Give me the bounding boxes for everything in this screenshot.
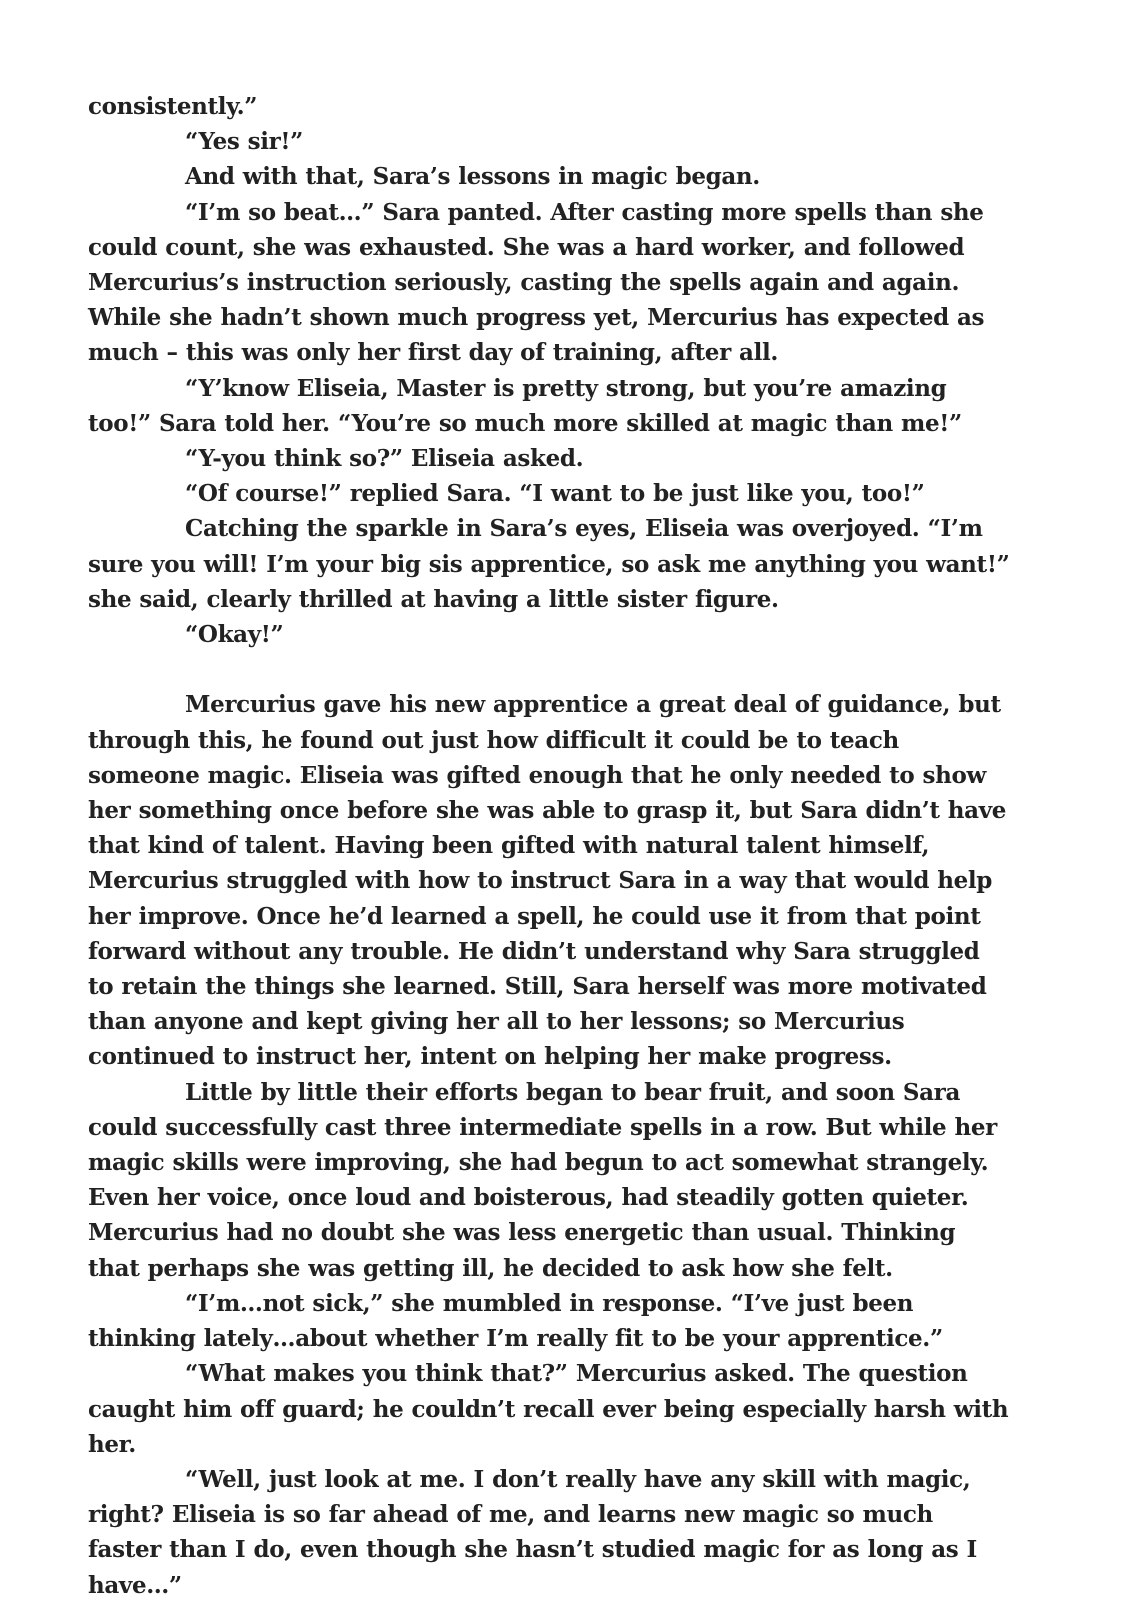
paragraph-13: “What makes you think that?” Mercurius asked. The question caught him off guard; he couldn’t recall ever being especially harsh with her. [88,1360,1009,1458]
paragraph-1: consistently.” [88,93,258,120]
paragraph-7: “Of course!” replied Sara. “I want to be just like you, too!” [185,480,925,508]
paragraph-9: “Okay!” [185,621,284,649]
paragraph-14: “Well, just look at me. I don’t really have any skill with magic, right? Eliseia is so far ahead of me, and learns new magic so much faster than I do, even though she hasn’t studied magic for as long as I have…” [88,1465,977,1599]
paragraph-2: “Yes sir!” [185,128,304,156]
paragraph-3: And with that, Sara’s lessons in magic began. [185,163,760,191]
paragraph-5: “Y’know Eliseia, Master is pretty strong, but you’re amazing too!” Sara told her. “You’re so much more skilled at magic than me!” [88,374,962,437]
paragraph-4: “I’m so beat…” Sara panted. After casting more spells than she could count, she was exhausted. She was a hard worker, and followed Mercurius’s instruction seriously, casting the spells again and again. While she hadn’t shown much progress yet, Mercurius has expected as much – this was only her first day of training, after all. [88,198,985,367]
paragraph-12: “I’m…not sick,” she mumbled in response. “I’ve just been thinking lately…about whether I’m really fit to be your apprentice.” [88,1289,943,1353]
paragraph-6: “Y-you think so?” Eliseia asked. [185,445,584,473]
book-page [88,89,1012,1603]
paragraph-10: Mercurius gave his new apprentice a great deal of guidance, but through this, he found out just how difficult it could be to teach someone magic. Eliseia was gifted enough that he only needed to show her something once before she was able to grasp it, but Sara didn’t have that kind of talent. Having been gifted with natural talent himself, Mercurius struggled with how to instruct Sara in a way that would help her improve. Once he’d learned a spell, he could use it from that point forward without any trouble. He didn’t understand why Sara struggled to retain the things she learned. Still, Sara herself was more motivated than anyone and kept giving her all to her lessons; so Mercurius continued to instruct her, intent on helping her make progress. [88,691,1007,1071]
paragraph-8: Catching the sparkle in Sara’s eyes, Eliseia was overjoyed. “I’m sure you will! I’m your big sis apprentice, so ask me anything you want!” she said, clearly thrilled at having a little sister figure. [88,515,1010,613]
scene-break [88,652,1012,687]
paragraph-11: Little by little their efforts began to bear fruit, and soon Sara could successfully cast three intermediate spells in a row. But while her magic skills were improving, she had begun to act somewhat strangely. Even her voice, once loud and boisterous, had steadily gotten quieter. Mercurius had no doubt she was less energetic than usual. Thinking that perhaps she was getting ill, he decided to ask how she felt. [88,1078,997,1282]
